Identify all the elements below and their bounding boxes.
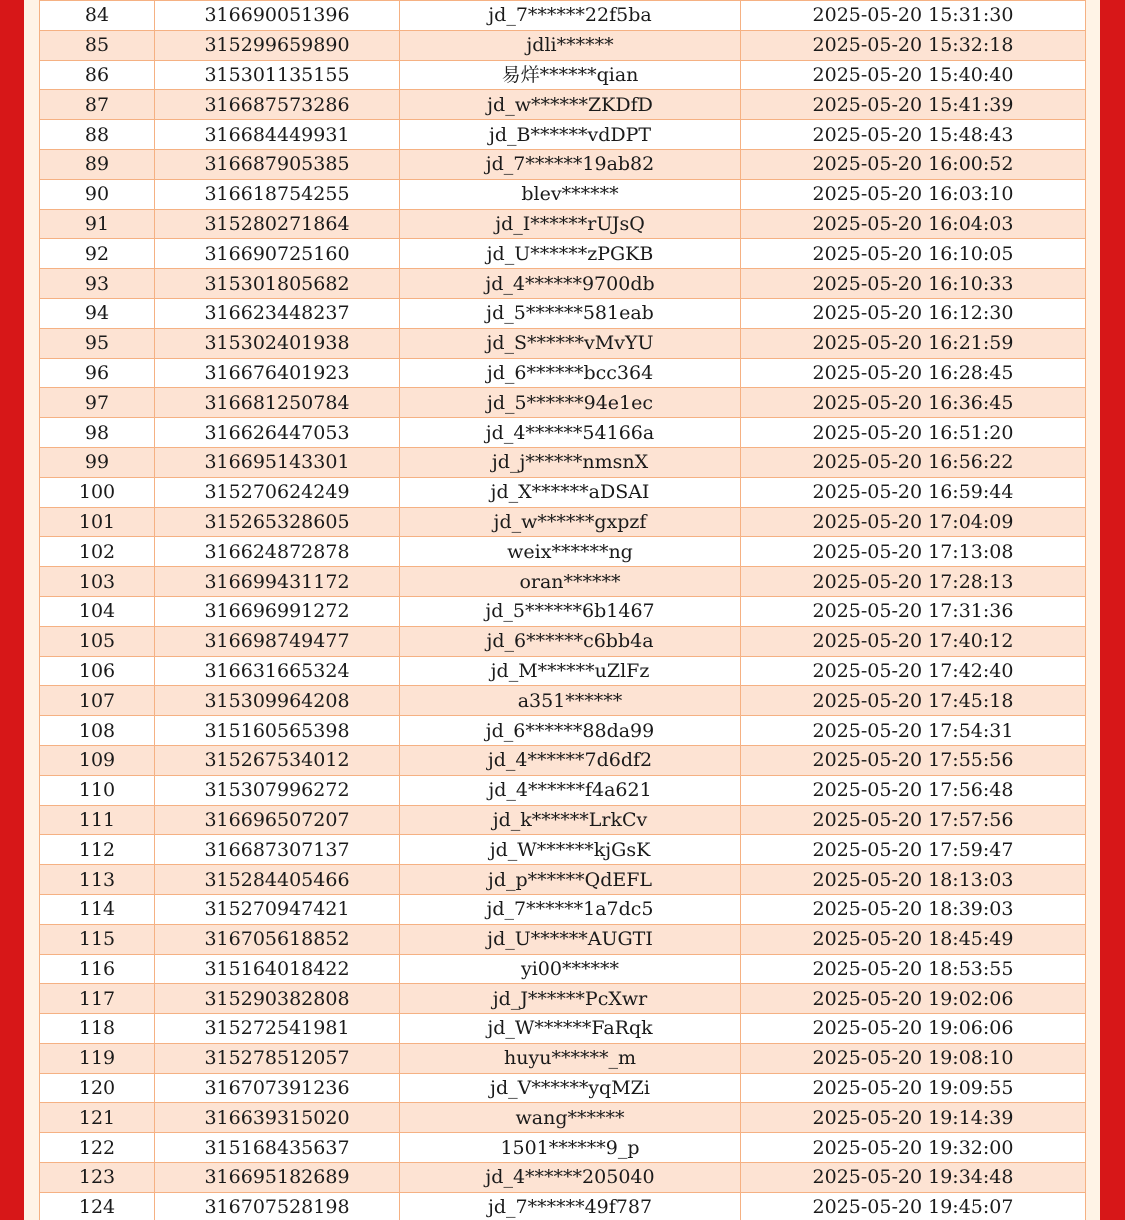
order-id-cell: 315272541981: [155, 1014, 400, 1044]
order-id-cell: 316695182689: [155, 1163, 400, 1193]
time-cell: 2025-05-20 19:34:48: [741, 1163, 1086, 1193]
order-id-cell: 316696991272: [155, 596, 400, 626]
order-id-cell: 316690725160: [155, 239, 400, 269]
table-row: [40, 954, 1086, 984]
time-cell: 2025-05-20 17:28:13: [741, 567, 1086, 597]
user-name-cell: blev******: [400, 179, 741, 209]
user-name-cell: jdli******: [400, 30, 741, 60]
order-id-cell: 315270947421: [155, 894, 400, 924]
table-row: [40, 596, 1086, 626]
time-cell: 2025-05-20 19:14:39: [741, 1103, 1086, 1133]
table-row: [40, 1103, 1086, 1133]
time-cell: 2025-05-20 16:59:44: [741, 477, 1086, 507]
user-name-cell: jd_w******ZKDfD: [400, 90, 741, 120]
winner-table: [39, 0, 1086, 1220]
time-cell: 2025-05-20 19:32:00: [741, 1133, 1086, 1163]
time-cell: 2025-05-20 19:08:10: [741, 1043, 1086, 1073]
row-number-cell: 113: [40, 865, 155, 895]
user-name-cell: jd_6******bcc364: [400, 358, 741, 388]
time-cell: 2025-05-20 19:06:06: [741, 1014, 1086, 1044]
order-id-cell: 315265328605: [155, 507, 400, 537]
table-row: [40, 775, 1086, 805]
winner-table-body: [40, 1, 1086, 1220]
user-name-cell: jd_4******f4a621: [400, 775, 741, 805]
row-number-cell: 97: [40, 388, 155, 418]
table-row: [40, 1133, 1086, 1163]
user-name-cell: jd_W******FaRqk: [400, 1014, 741, 1044]
row-number-cell: 100: [40, 477, 155, 507]
user-name-cell: jd_7******22f5ba: [400, 1, 741, 31]
table-row: [40, 626, 1086, 656]
time-cell: 2025-05-20 17:40:12: [741, 626, 1086, 656]
table-row: [40, 209, 1086, 239]
row-number-cell: 121: [40, 1103, 155, 1133]
order-id-cell: 315267534012: [155, 745, 400, 775]
table-row: [40, 924, 1086, 954]
table-row: [40, 328, 1086, 358]
table-row: [40, 60, 1086, 90]
time-cell: 2025-05-20 18:45:49: [741, 924, 1086, 954]
user-name-cell: jd_I******rUJsQ: [400, 209, 741, 239]
row-number-cell: 85: [40, 30, 155, 60]
table-row: [40, 656, 1086, 686]
table-row: [40, 805, 1086, 835]
user-name-cell: jd_M******uZlFz: [400, 656, 741, 686]
row-number-cell: 101: [40, 507, 155, 537]
time-cell: 2025-05-20 16:28:45: [741, 358, 1086, 388]
user-name-cell: 1501******9_p: [400, 1133, 741, 1163]
user-name-cell: jd_W******kjGsK: [400, 835, 741, 865]
row-number-cell: 104: [40, 596, 155, 626]
table-row: [40, 865, 1086, 895]
row-number-cell: 103: [40, 567, 155, 597]
row-number-cell: 88: [40, 120, 155, 150]
order-id-cell: 316639315020: [155, 1103, 400, 1133]
time-cell: 2025-05-20 16:10:05: [741, 239, 1086, 269]
order-id-cell: 316684449931: [155, 120, 400, 150]
time-cell: 2025-05-20 19:45:07: [741, 1192, 1086, 1220]
row-number-cell: 109: [40, 745, 155, 775]
row-number-cell: 110: [40, 775, 155, 805]
row-number-cell: 116: [40, 954, 155, 984]
user-name-cell: jd_p******QdEFL: [400, 865, 741, 895]
order-id-cell: 315299659890: [155, 30, 400, 60]
table-row: [40, 1073, 1086, 1103]
time-cell: 2025-05-20 17:55:56: [741, 745, 1086, 775]
order-id-cell: 316687573286: [155, 90, 400, 120]
table-row: [40, 239, 1086, 269]
row-number-cell: 86: [40, 60, 155, 90]
user-name-cell: jd_5******581eab: [400, 298, 741, 328]
user-name-cell: jd_V******yqMZi: [400, 1073, 741, 1103]
order-id-cell: 316624872878: [155, 537, 400, 567]
time-cell: 2025-05-20 15:32:18: [741, 30, 1086, 60]
row-number-cell: 118: [40, 1014, 155, 1044]
row-number-cell: 102: [40, 537, 155, 567]
row-number-cell: 93: [40, 269, 155, 299]
time-cell: 2025-05-20 15:41:39: [741, 90, 1086, 120]
time-cell: 2025-05-20 17:45:18: [741, 686, 1086, 716]
order-id-cell: 315302401938: [155, 328, 400, 358]
time-cell: 2025-05-20 15:48:43: [741, 120, 1086, 150]
time-cell: 2025-05-20 16:51:20: [741, 418, 1086, 448]
row-number-cell: 120: [40, 1073, 155, 1103]
time-cell: 2025-05-20 16:03:10: [741, 179, 1086, 209]
user-name-cell: jd_j******nmsnX: [400, 447, 741, 477]
order-id-cell: 315270624249: [155, 477, 400, 507]
order-id-cell: 316681250784: [155, 388, 400, 418]
time-cell: 2025-05-20 18:39:03: [741, 894, 1086, 924]
order-id-cell: 315168435637: [155, 1133, 400, 1163]
order-id-cell: 316699431172: [155, 567, 400, 597]
time-cell: 2025-05-20 16:21:59: [741, 328, 1086, 358]
row-number-cell: 92: [40, 239, 155, 269]
order-id-cell: 315290382808: [155, 984, 400, 1014]
user-name-cell: jd_4******54166a: [400, 418, 741, 448]
time-cell: 2025-05-20 17:04:09: [741, 507, 1086, 537]
table-row: [40, 1163, 1086, 1193]
row-number-cell: 124: [40, 1192, 155, 1220]
order-id-cell: 315309964208: [155, 686, 400, 716]
order-id-cell: 315284405466: [155, 865, 400, 895]
row-number-cell: 114: [40, 894, 155, 924]
order-id-cell: 315307996272: [155, 775, 400, 805]
user-name-cell: jd_B******vdDPT: [400, 120, 741, 150]
time-cell: 2025-05-20 16:10:33: [741, 269, 1086, 299]
time-cell: 2025-05-20 18:13:03: [741, 865, 1086, 895]
user-name-cell: yi00******: [400, 954, 741, 984]
order-id-cell: 315280271864: [155, 209, 400, 239]
order-id-cell: 316707391236: [155, 1073, 400, 1103]
order-id-cell: 316618754255: [155, 179, 400, 209]
row-number-cell: 111: [40, 805, 155, 835]
row-number-cell: 105: [40, 626, 155, 656]
row-number-cell: 95: [40, 328, 155, 358]
user-name-cell: oran******: [400, 567, 741, 597]
table-row: [40, 90, 1086, 120]
table-row: [40, 447, 1086, 477]
time-cell: 2025-05-20 15:31:30: [741, 1, 1086, 31]
order-id-cell: 315164018422: [155, 954, 400, 984]
table-row: [40, 1, 1086, 31]
user-name-cell: huyu******_m: [400, 1043, 741, 1073]
user-name-cell: jd_5******6b1467: [400, 596, 741, 626]
row-number-cell: 89: [40, 149, 155, 179]
table-row: [40, 1014, 1086, 1044]
table-row: [40, 269, 1086, 299]
time-cell: 2025-05-20 17:42:40: [741, 656, 1086, 686]
time-cell: 2025-05-20 18:53:55: [741, 954, 1086, 984]
table-row: [40, 30, 1086, 60]
table-row: [40, 298, 1086, 328]
order-id-cell: 316631665324: [155, 656, 400, 686]
user-name-cell: jd_7******1a7dc5: [400, 894, 741, 924]
winner-list-panel: [24, 0, 1100, 1220]
time-cell: 2025-05-20 17:54:31: [741, 716, 1086, 746]
row-number-cell: 106: [40, 656, 155, 686]
order-id-cell: 316698749477: [155, 626, 400, 656]
time-cell: 2025-05-20 19:02:06: [741, 984, 1086, 1014]
user-name-cell: weix******ng: [400, 537, 741, 567]
row-number-cell: 91: [40, 209, 155, 239]
user-name-cell: a351******: [400, 686, 741, 716]
row-number-cell: 90: [40, 179, 155, 209]
table-row: [40, 716, 1086, 746]
row-number-cell: 112: [40, 835, 155, 865]
user-name-cell: jd_5******94e1ec: [400, 388, 741, 418]
time-cell: 2025-05-20 17:59:47: [741, 835, 1086, 865]
time-cell: 2025-05-20 17:13:08: [741, 537, 1086, 567]
table-row: [40, 745, 1086, 775]
table-row: [40, 1192, 1086, 1220]
user-name-cell: jd_w******gxpzf: [400, 507, 741, 537]
order-id-cell: 316707528198: [155, 1192, 400, 1220]
order-id-cell: 316695143301: [155, 447, 400, 477]
order-id-cell: 315278512057: [155, 1043, 400, 1073]
order-id-cell: 315160565398: [155, 716, 400, 746]
user-name-cell: jd_U******zPGKB: [400, 239, 741, 269]
table-row: [40, 835, 1086, 865]
time-cell: 2025-05-20 15:40:40: [741, 60, 1086, 90]
table-row: [40, 418, 1086, 448]
row-number-cell: 119: [40, 1043, 155, 1073]
user-name-cell: jd_7******19ab82: [400, 149, 741, 179]
order-id-cell: 315301805682: [155, 269, 400, 299]
user-name-cell: jd_4******205040: [400, 1163, 741, 1193]
user-name-cell: jd_k******LrkCv: [400, 805, 741, 835]
table-row: [40, 477, 1086, 507]
table-row: [40, 537, 1086, 567]
order-id-cell: 316690051396: [155, 1, 400, 31]
user-name-cell: jd_4******7d6df2: [400, 745, 741, 775]
table-row: [40, 894, 1086, 924]
order-id-cell: 316623448237: [155, 298, 400, 328]
row-number-cell: 108: [40, 716, 155, 746]
row-number-cell: 117: [40, 984, 155, 1014]
row-number-cell: 87: [40, 90, 155, 120]
time-cell: 2025-05-20 16:04:03: [741, 209, 1086, 239]
time-cell: 2025-05-20 17:56:48: [741, 775, 1086, 805]
table-row: [40, 686, 1086, 716]
time-cell: 2025-05-20 16:12:30: [741, 298, 1086, 328]
row-number-cell: 122: [40, 1133, 155, 1163]
time-cell: 2025-05-20 16:00:52: [741, 149, 1086, 179]
table-row: [40, 179, 1086, 209]
order-id-cell: 316696507207: [155, 805, 400, 835]
user-name-cell: jd_6******c6bb4a: [400, 626, 741, 656]
table-row: [40, 388, 1086, 418]
time-cell: 2025-05-20 16:56:22: [741, 447, 1086, 477]
order-id-cell: 316705618852: [155, 924, 400, 954]
order-id-cell: 316687307137: [155, 835, 400, 865]
table-row: [40, 1043, 1086, 1073]
user-name-cell: jd_U******AUGTI: [400, 924, 741, 954]
time-cell: 2025-05-20 17:31:36: [741, 596, 1086, 626]
row-number-cell: 84: [40, 1, 155, 31]
user-name-cell: jd_4******9700db: [400, 269, 741, 299]
user-name-cell: jd_6******88da99: [400, 716, 741, 746]
row-number-cell: 123: [40, 1163, 155, 1193]
order-id-cell: 316626447053: [155, 418, 400, 448]
row-number-cell: 107: [40, 686, 155, 716]
row-number-cell: 99: [40, 447, 155, 477]
user-name-cell: jd_7******49f787: [400, 1192, 741, 1220]
row-number-cell: 98: [40, 418, 155, 448]
user-name-cell: jd_J******PcXwr: [400, 984, 741, 1014]
order-id-cell: 316687905385: [155, 149, 400, 179]
table-row: [40, 984, 1086, 1014]
row-number-cell: 115: [40, 924, 155, 954]
time-cell: 2025-05-20 19:09:55: [741, 1073, 1086, 1103]
table-row: [40, 507, 1086, 537]
table-row: [40, 567, 1086, 597]
time-cell: 2025-05-20 16:36:45: [741, 388, 1086, 418]
table-row: [40, 358, 1086, 388]
user-name-cell: jd_X******aDSAI: [400, 477, 741, 507]
table-row: [40, 120, 1086, 150]
row-number-cell: 96: [40, 358, 155, 388]
user-name-cell: jd_S******vMvYU: [400, 328, 741, 358]
table-row: [40, 149, 1086, 179]
row-number-cell: 94: [40, 298, 155, 328]
order-id-cell: 316676401923: [155, 358, 400, 388]
time-cell: 2025-05-20 17:57:56: [741, 805, 1086, 835]
user-name-cell: wang******: [400, 1103, 741, 1133]
user-name-cell: 易烊******qian: [400, 60, 741, 90]
order-id-cell: 315301135155: [155, 60, 400, 90]
